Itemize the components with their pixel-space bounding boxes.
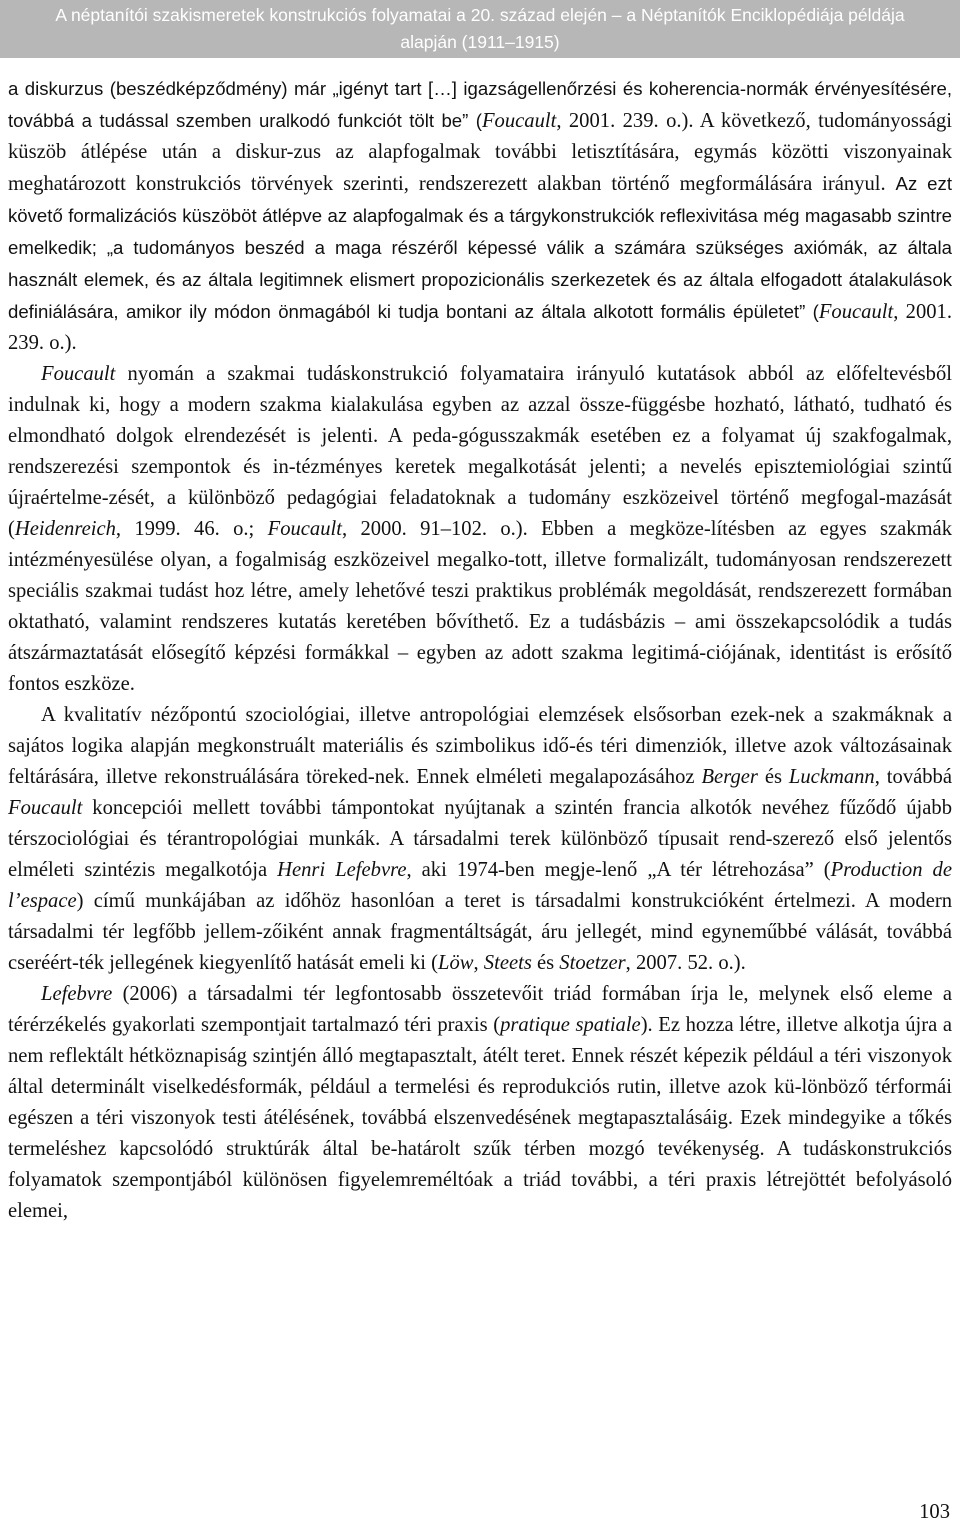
- text-run: A kvalitatív nézőpontú szociológiai, illetve antropológiai elemzések elsősorban ezek-nek a szakmáknak a sajátos logika alapján megkonstruált materiális és szimbolikus idő-és téri dimenziók, illetve azok változásainak feltárására, illetve rekonstruálására töreked-nek. Ennek elméleti megalapozásához: [8, 704, 952, 788]
- author-ref: Luckmann: [788, 766, 875, 788]
- text-run: , továbbá: [874, 766, 952, 788]
- running-header-line-2: alapján (1911–1915): [400, 32, 560, 52]
- author-ref: Steets: [483, 952, 532, 974]
- paragraph-4: [8, 979, 952, 1227]
- text-run: ). Ez hozza létre, illetve alkotja újra a nem reflektált hétköznapiság szintjén álló megtapasztalt, átélt teret. Ennek részét képezik például a téri viszonyok által determinált viselkedésformák, például a termelési és reprodukciós rutin, illetve azok kü-lönböző térformái egészen a téri viszonyok testi átélésének, továbbá elszenvedésének megtapasztalásáig. Ezek mindegyike a tőkés termeléshez kapcsolódó struktúrák által be-határolt szűk térben mozgó tevékenység. A tudáskonstrukciós folyamatok szempontjából különösen figyelemreméltóak a triád további, a téri praxis létrejöttét befolyásoló elemei,: [8, 1014, 952, 1222]
- page-number: 103: [919, 1501, 950, 1523]
- author-ref: Foucault: [8, 797, 83, 819]
- author-ref: Löw: [438, 952, 474, 974]
- work-title: Production de l’espace: [8, 859, 952, 912]
- author-ref: Foucault: [267, 518, 342, 540]
- running-header-line-1: A néptanítói szakismeretek konstrukciós folyamatai a 20. század elején – a Néptanítók Enciklopédiája példája: [55, 5, 905, 25]
- author-ref: Foucault: [481, 110, 557, 132]
- paragraph-1: [8, 73, 952, 359]
- author-ref: Foucault: [41, 363, 116, 385]
- author-ref: Stoetzer: [559, 952, 626, 974]
- text-run: , 2001. 239. o.). A következő, tudományossági küszöb átlépése után a diskur-zus az alapfogalmak további letisztítására, egymás közötti viszonyainak meghatározott konstrukciós törvények szerinti, rendszerezett alakban történő megformálására irányul.: [8, 110, 953, 195]
- text-run: , 2001. 239. o.).: [8, 301, 953, 354]
- text-run: nyomán a szakmai tudáskonstrukció folyamataira irányuló kutatások abból az előfeltevésből indulnak ki, hogy a modern szakma kialakulása egyben az azzal össze-függésbe hozható, látható, tudható és elmondható dolgok elrendezését is jelenti. A peda-gógusszakmák esetében ez a folyamat új szakfogalmak, rendszerezési szempontok és in-tézményes keretek megalkotását jelenti; a nevelés episztemiológiai szintű újraértelme-zését, a különböző pedagógiai feladatoknak a tudomány eszközeivel történő megfogal-mazását (: [8, 363, 952, 540]
- running-header: [0, 0, 960, 58]
- body-text: [8, 73, 952, 1227]
- author-ref: Henri Lefebvre: [277, 859, 407, 881]
- text-run: , aki 1974-ben megje-lenő „A tér létrehozása” (: [406, 859, 831, 881]
- quote-fragment: a diskurzus (beszédképződmény) már „igényt tart […] igazságellenőrzési és koherencia-normák érvényesítésére, továbbá a tudással szemben uralkodó funkciót tölt be” (: [8, 78, 952, 131]
- text-run: ) című munkájában az időhöz hasonlóan a teret is társadalmi konstrukcióként értelmezi. A modern társadalmi tér legfőbb jellem-zőiként annak fragmentáltságát, áru jellegét, mind egyneműbbé válását, továbbá cseréért-ték jellegének kiegyenlítő hatását emeli ki (: [8, 890, 952, 974]
- text-run: , 2000. 91–102. o.). Ebben a megköze-lítésben az egyes szakmák intézményesülése olyan, a fogalmiság eszközeivel megalko-tott, illetve formalizált, tudományosan rendszerezett speciális szakmai tudást hoz létre, amely lehetővé teszi praktikus problémák megoldását, rendszerezett formában oktatható, valamint rendszeres kutatás keretében bővíthető. Ez a tudásbázis – ami összekapcsolódik a tudás átszármaztatását elősegítő képzési formákkal – egyben az adott szakma legitimá-ciójának, identitást is erősítő fontos eszköze.: [8, 518, 952, 695]
- author-ref: Berger: [701, 766, 758, 788]
- term: pratique spatiale: [500, 1014, 641, 1036]
- author-ref: Lefebvre: [41, 983, 113, 1005]
- text-run: koncepciói mellett további támpontokat nyújtanak a szintén francia alkotók nevéhez fűződő újabb térszociológiai és térantropológiai munkák. A társadalmi terek különböző típusait rend-szerező első jelentős elméleti szintézis megalkotója: [8, 797, 952, 881]
- text-run: és: [531, 952, 560, 974]
- author-ref: Heidenreich: [14, 518, 116, 540]
- text-run: (2006) a társadalmi tér legfontosabb összetevőit triád formában írja le, melynek első eleme a térérzékelés gyakorlati szempontjait tartalmazó téri praxis (: [8, 983, 952, 1036]
- text-run: és: [757, 766, 789, 788]
- paragraph-3: [8, 700, 952, 979]
- paragraph-2: [8, 359, 952, 700]
- text-run: , 1999. 46. o.;: [115, 518, 268, 540]
- text-run: , 2007. 52. o.).: [625, 952, 746, 974]
- text-run: ,: [473, 952, 484, 974]
- author-ref: Foucault: [818, 301, 894, 323]
- quote-fragment: Az ezt követő formalizációs küszöböt átlépve az alapfogalmak és a tárgykonstrukciók reflexivitása még magasabb szintre emelkedik; „a tudományos beszéd a maga részéről képessé válik a számára szükséges axiómák, az általa használt elemek, és az általa legitimnek elismert propozicionális szerkezetek és az általa elfogadott átalakulások definiálására, amikor ily módon önmagából ki tudja bontani az általa alkotott formális épületet” (: [8, 173, 952, 322]
